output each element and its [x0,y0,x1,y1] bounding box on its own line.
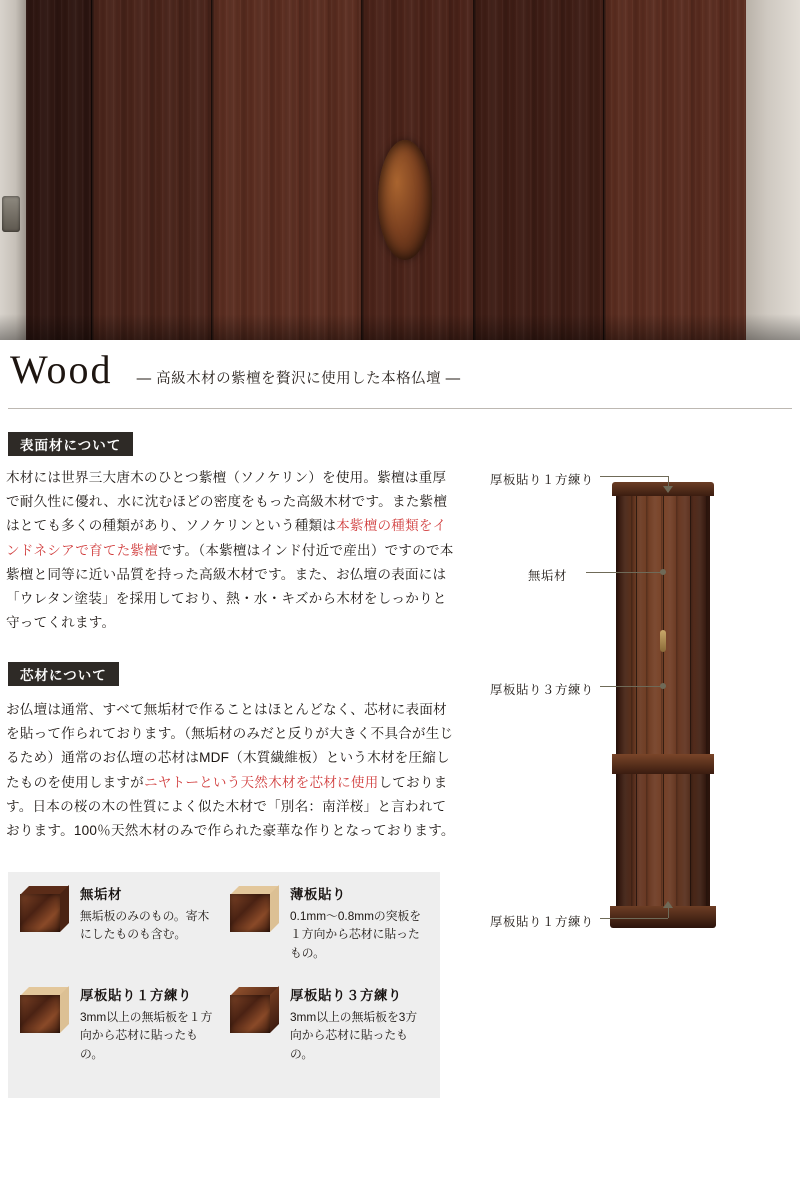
callout-label-top: 厚板貼り１方練り [490,473,594,487]
callout-label-three-way: 厚板貼り３方練り [490,683,594,697]
page-subtitle: — 高級木材の紫檀を贅沢に使用した本格仏壇 — [136,371,461,387]
legend-title: 無垢材 [80,887,122,902]
hero-wood-panel [604,0,746,340]
callout-leader-bottom [600,918,668,919]
callout-arrow-top [663,486,673,493]
hero-wood-panel [212,0,362,340]
highlighted-text: ニヤトーという天然木材を芯材に使用 [143,774,379,790]
cabinet-seam [690,774,691,906]
paragraph-core-material [6,698,456,843]
page-title: Wood [10,347,113,392]
legend-item [20,884,218,985]
hero-panel-seam [91,0,94,340]
legend-grid [20,884,428,1086]
cabinet-lock-icon [2,196,20,232]
hero-panel-seam [211,0,214,340]
hero-panel-seam [603,0,606,340]
hero-wall-right [746,0,800,340]
cabinet-seam [636,496,637,754]
cabinet-base [610,906,716,928]
callout-dot-three-way [660,683,666,689]
legend-box [8,872,440,1098]
hero-wood-panel [92,0,212,340]
paragraph-surface-material [6,466,456,635]
hero-wood-panel [474,0,604,340]
callout-arrow-bottom [663,901,673,908]
heading-core-material: 芯材について [8,662,119,686]
callout-label-bottom: 厚板貼り１方練り [490,915,594,929]
body-text: 木材には世界三大唐木のひとつ紫檀（ソノケリン）を使用。紫檀は重厚で耐久性に優れ、水に沈むほどの密度をもった高級木材です。また紫檀はとても多くの種類があり、ソノケリンという種類は [6,470,448,534]
callout-leader-solid [586,572,662,573]
cabinet-door-handle [378,140,432,260]
swatch-thin-veneer-icon [230,886,282,932]
cabinet-seam [663,774,664,906]
body-text: お仏壇は通常、すべて無垢材で作ることはほとんどなく、芯材に表面材を貼って作られております。（無垢材のみだと反りが大きく不具合が生じるため）通常のお仏壇の芯材はMDF（木質繊維板）という木材を圧縮したものを使用しますが [6,702,454,790]
cabinet-seam [663,496,664,754]
cabinet-middle-rail [612,754,714,774]
callout-leader-top [600,476,668,477]
heading-surface-material: 表面材について [8,432,133,456]
cabinet-knob [660,630,666,652]
legend-description: 無垢板のみのもの。寄木にしたものも含む。 [80,909,210,942]
body-text: しております。日本の桜の木の性質によく似た木材で「別名：南洋桜」と言われております。100％天然木材のみで作られた豪華な作りとなっております。 [6,774,455,838]
title-divider [8,408,792,409]
legend-item [230,985,428,1086]
callout-label-solid: 無垢材 [528,569,567,583]
legend-description: 3mm以上の無垢板を3方向から芯材に貼ったもの。 [290,1010,418,1061]
hero-wood-panel [26,0,92,340]
swatch-solid-wood-icon [20,886,72,932]
cabinet-seam [636,774,637,906]
section-title [0,347,800,406]
callout-leader-top [668,476,669,486]
highlighted-text: 本紫檀の種類をインドネシアで育てた紫檀 [6,518,447,558]
cabinet-illustration [610,482,716,930]
legend-item [230,884,428,985]
legend-description: 3mm以上の無垢板を１方向から芯材に貼ったもの。 [80,1010,213,1061]
swatch-three-way-veneer-icon [230,987,282,1033]
hero-wall-left [0,0,26,340]
legend-title: 厚板貼り３方練り [290,988,402,1003]
body-text: です。（本紫檀はインド付近で産出）ですので本紫檀と同等に近い品質を持った高級木材です。また、お仏壇の表面には「ウレタン塗装」を採用しており、熱・水・キズから木材をしっかりと守ってくれます。 [6,542,454,631]
legend-title: 厚板貼り１方練り [80,988,192,1003]
hero-panel-seam [361,0,364,340]
legend-description: 0.1mm〜0.8mmの突板を１方向から芯材に貼ったもの。 [290,909,422,960]
legend-title: 薄板貼り [290,887,346,902]
hero-photo [0,0,800,340]
legend-item [20,985,218,1086]
swatch-one-way-veneer-icon [20,987,72,1033]
cabinet-seam [690,496,691,754]
cabinet-diagram [468,462,794,952]
callout-leader-three-way [600,686,662,687]
hero-panel-seam [473,0,476,340]
callout-leader-bottom [668,908,669,918]
hero-shadow [0,314,800,340]
callout-dot-solid [660,569,666,575]
